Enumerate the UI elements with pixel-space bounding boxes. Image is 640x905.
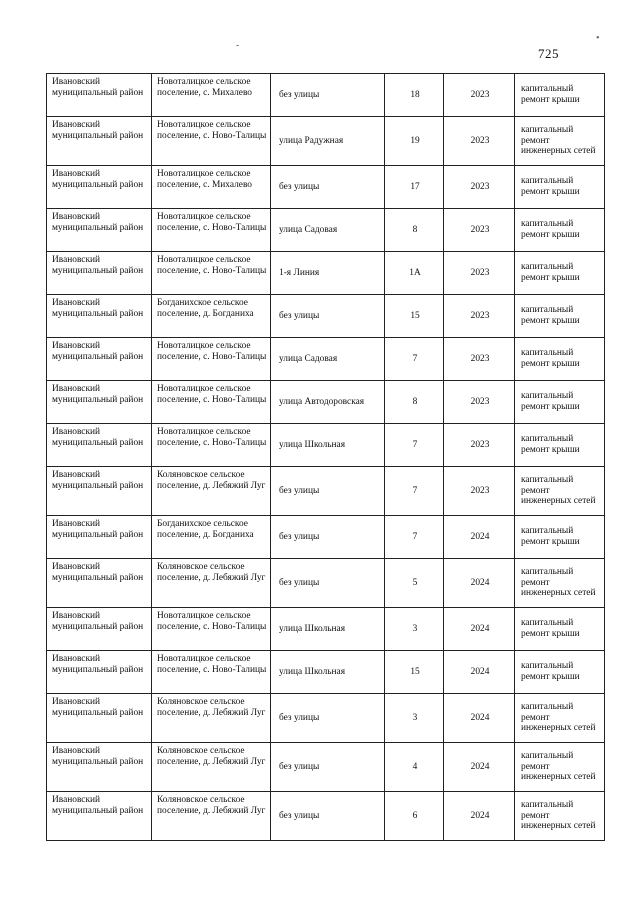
house-number-cell: 7: [385, 424, 444, 467]
district-cell: Ивановский муниципальный район: [47, 467, 152, 516]
table-row: [47, 295, 605, 338]
street-cell: улица Школьная: [271, 608, 385, 651]
table-row: [47, 608, 605, 651]
settlement-cell: Коляновское сельское поселение, д. Лебяжий Луг: [152, 743, 271, 792]
table-row: [47, 381, 605, 424]
house-number-cell: 3: [385, 608, 444, 651]
district-cell: Ивановский муниципальный район: [47, 608, 152, 651]
street-cell: без улицы: [271, 792, 385, 841]
settlement-cell: Новоталицкое сельское поселение, с. Михалево: [152, 166, 271, 209]
year-cell: 2024: [444, 651, 515, 694]
district-cell: Ивановский муниципальный район: [47, 338, 152, 381]
street-cell: улица Радужная: [271, 117, 385, 166]
house-number-cell: 5: [385, 559, 444, 608]
settlement-cell: Новоталицкое сельское поселение, с. Михалево: [152, 74, 271, 117]
work-type-cell: капитальный ремонт инженерных сетей: [515, 743, 605, 792]
house-number-cell: 6: [385, 792, 444, 841]
year-cell: 2024: [444, 559, 515, 608]
year-cell: 2023: [444, 295, 515, 338]
work-type-cell: капитальный ремонт крыши: [515, 424, 605, 467]
work-type-cell: капитальный ремонт крыши: [515, 338, 605, 381]
street-cell: без улицы: [271, 694, 385, 743]
street-cell: без улицы: [271, 743, 385, 792]
year-cell: 2023: [444, 424, 515, 467]
settlement-cell: Коляновское сельское поселение, д. Лебяжий Луг: [152, 467, 271, 516]
work-type-cell: капитальный ремонт крыши: [515, 166, 605, 209]
district-cell: Ивановский муниципальный район: [47, 792, 152, 841]
table-row: [47, 166, 605, 209]
street-cell: улица Школьная: [271, 651, 385, 694]
district-cell: Ивановский муниципальный район: [47, 295, 152, 338]
table-row: [47, 338, 605, 381]
settlement-cell: Новоталицкое сельское поселение, с. Ново-Талицы: [152, 608, 271, 651]
work-type-cell: капитальный ремонт инженерных сетей: [515, 792, 605, 841]
house-number-cell: 8: [385, 381, 444, 424]
year-cell: 2023: [444, 117, 515, 166]
district-cell: Ивановский муниципальный район: [47, 381, 152, 424]
street-cell: улица Садовая: [271, 338, 385, 381]
district-cell: Ивановский муниципальный район: [47, 166, 152, 209]
street-cell: без улицы: [271, 295, 385, 338]
table-row: [47, 424, 605, 467]
district-cell: Ивановский муниципальный район: [47, 209, 152, 252]
work-type-cell: капитальный ремонт крыши: [515, 381, 605, 424]
table-row: [47, 74, 605, 117]
work-type-cell: капитальный ремонт крыши: [515, 209, 605, 252]
year-cell: 2023: [444, 252, 515, 295]
settlement-cell: Новоталицкое сельское поселение, с. Ново-Талицы: [152, 381, 271, 424]
table-row: [47, 694, 605, 743]
district-cell: Ивановский муниципальный район: [47, 424, 152, 467]
street-cell: без улицы: [271, 74, 385, 117]
settlement-cell: Новоталицкое сельское поселение, с. Ново-Талицы: [152, 338, 271, 381]
work-type-cell: капитальный ремонт инженерных сетей: [515, 467, 605, 516]
work-type-cell: капитальный ремонт крыши: [515, 295, 605, 338]
work-type-cell: капитальный ремонт крыши: [515, 608, 605, 651]
table-row: [47, 743, 605, 792]
housing-repair-table-container: [46, 73, 604, 841]
street-cell: без улицы: [271, 467, 385, 516]
table-row: [47, 467, 605, 516]
district-cell: Ивановский муниципальный район: [47, 117, 152, 166]
page-number: 725: [538, 46, 559, 61]
district-cell: Ивановский муниципальный район: [47, 252, 152, 295]
year-cell: 2024: [444, 694, 515, 743]
street-cell: улица Садовая: [271, 209, 385, 252]
scan-speck: •: [596, 33, 600, 44]
work-type-cell: капитальный ремонт крыши: [515, 252, 605, 295]
table-body: [47, 74, 605, 841]
settlement-cell: Коляновское сельское поселение, д. Лебяжий Луг: [152, 694, 271, 743]
table-row: [47, 252, 605, 295]
street-cell: без улицы: [271, 559, 385, 608]
house-number-cell: 7: [385, 338, 444, 381]
year-cell: 2024: [444, 743, 515, 792]
year-cell: 2023: [444, 209, 515, 252]
settlement-cell: Новоталицкое сельское поселение, с. Ново-Талицы: [152, 651, 271, 694]
table-row: [47, 792, 605, 841]
table-row: [47, 209, 605, 252]
house-number-cell: 3: [385, 694, 444, 743]
year-cell: 2023: [444, 467, 515, 516]
work-type-cell: капитальный ремонт инженерных сетей: [515, 694, 605, 743]
year-cell: 2023: [444, 74, 515, 117]
work-type-cell: капитальный ремонт крыши: [515, 516, 605, 559]
street-cell: 1-я Линия: [271, 252, 385, 295]
work-type-cell: капитальный ремонт крыши: [515, 651, 605, 694]
street-cell: без улицы: [271, 166, 385, 209]
settlement-cell: Новоталицкое сельское поселение, с. Ново-Талицы: [152, 209, 271, 252]
house-number-cell: 19: [385, 117, 444, 166]
district-cell: Ивановский муниципальный район: [47, 559, 152, 608]
district-cell: Ивановский муниципальный район: [47, 516, 152, 559]
settlement-cell: Коляновское сельское поселение, д. Лебяжий Луг: [152, 792, 271, 841]
house-number-cell: 7: [385, 467, 444, 516]
table-row: [47, 516, 605, 559]
work-type-cell: капитальный ремонт инженерных сетей: [515, 117, 605, 166]
house-number-cell: 15: [385, 651, 444, 694]
year-cell: 2023: [444, 381, 515, 424]
scan-speck: -: [236, 40, 240, 51]
settlement-cell: Богданихское сельское поселение, д. Богданиха: [152, 295, 271, 338]
house-number-cell: 15: [385, 295, 444, 338]
year-cell: 2024: [444, 516, 515, 559]
district-cell: Ивановский муниципальный район: [47, 651, 152, 694]
year-cell: 2024: [444, 792, 515, 841]
house-number-cell: 17: [385, 166, 444, 209]
housing-repair-table: [46, 73, 605, 841]
settlement-cell: Новоталицкое сельское поселение, с. Ново-Талицы: [152, 424, 271, 467]
settlement-cell: Коляновское сельское поселение, д. Лебяжий Луг: [152, 559, 271, 608]
settlement-cell: Новоталицкое сельское поселение, с. Ново-Талицы: [152, 117, 271, 166]
settlement-cell: Богданихское сельское поселение, д. Богданиха: [152, 516, 271, 559]
table-row: [47, 559, 605, 608]
street-cell: без улицы: [271, 516, 385, 559]
district-cell: Ивановский муниципальный район: [47, 743, 152, 792]
work-type-cell: капитальный ремонт инженерных сетей: [515, 559, 605, 608]
district-cell: Ивановский муниципальный район: [47, 694, 152, 743]
house-number-cell: 4: [385, 743, 444, 792]
table-row: [47, 651, 605, 694]
year-cell: 2024: [444, 608, 515, 651]
house-number-cell: 1А: [385, 252, 444, 295]
house-number-cell: 18: [385, 74, 444, 117]
street-cell: улица Автодоровская: [271, 381, 385, 424]
table-row: [47, 117, 605, 166]
year-cell: 2023: [444, 166, 515, 209]
house-number-cell: 8: [385, 209, 444, 252]
work-type-cell: капитальный ремонт крыши: [515, 74, 605, 117]
street-cell: улица Школьная: [271, 424, 385, 467]
district-cell: Ивановский муниципальный район: [47, 74, 152, 117]
year-cell: 2023: [444, 338, 515, 381]
settlement-cell: Новоталицкое сельское поселение, с. Ново-Талицы: [152, 252, 271, 295]
house-number-cell: 7: [385, 516, 444, 559]
